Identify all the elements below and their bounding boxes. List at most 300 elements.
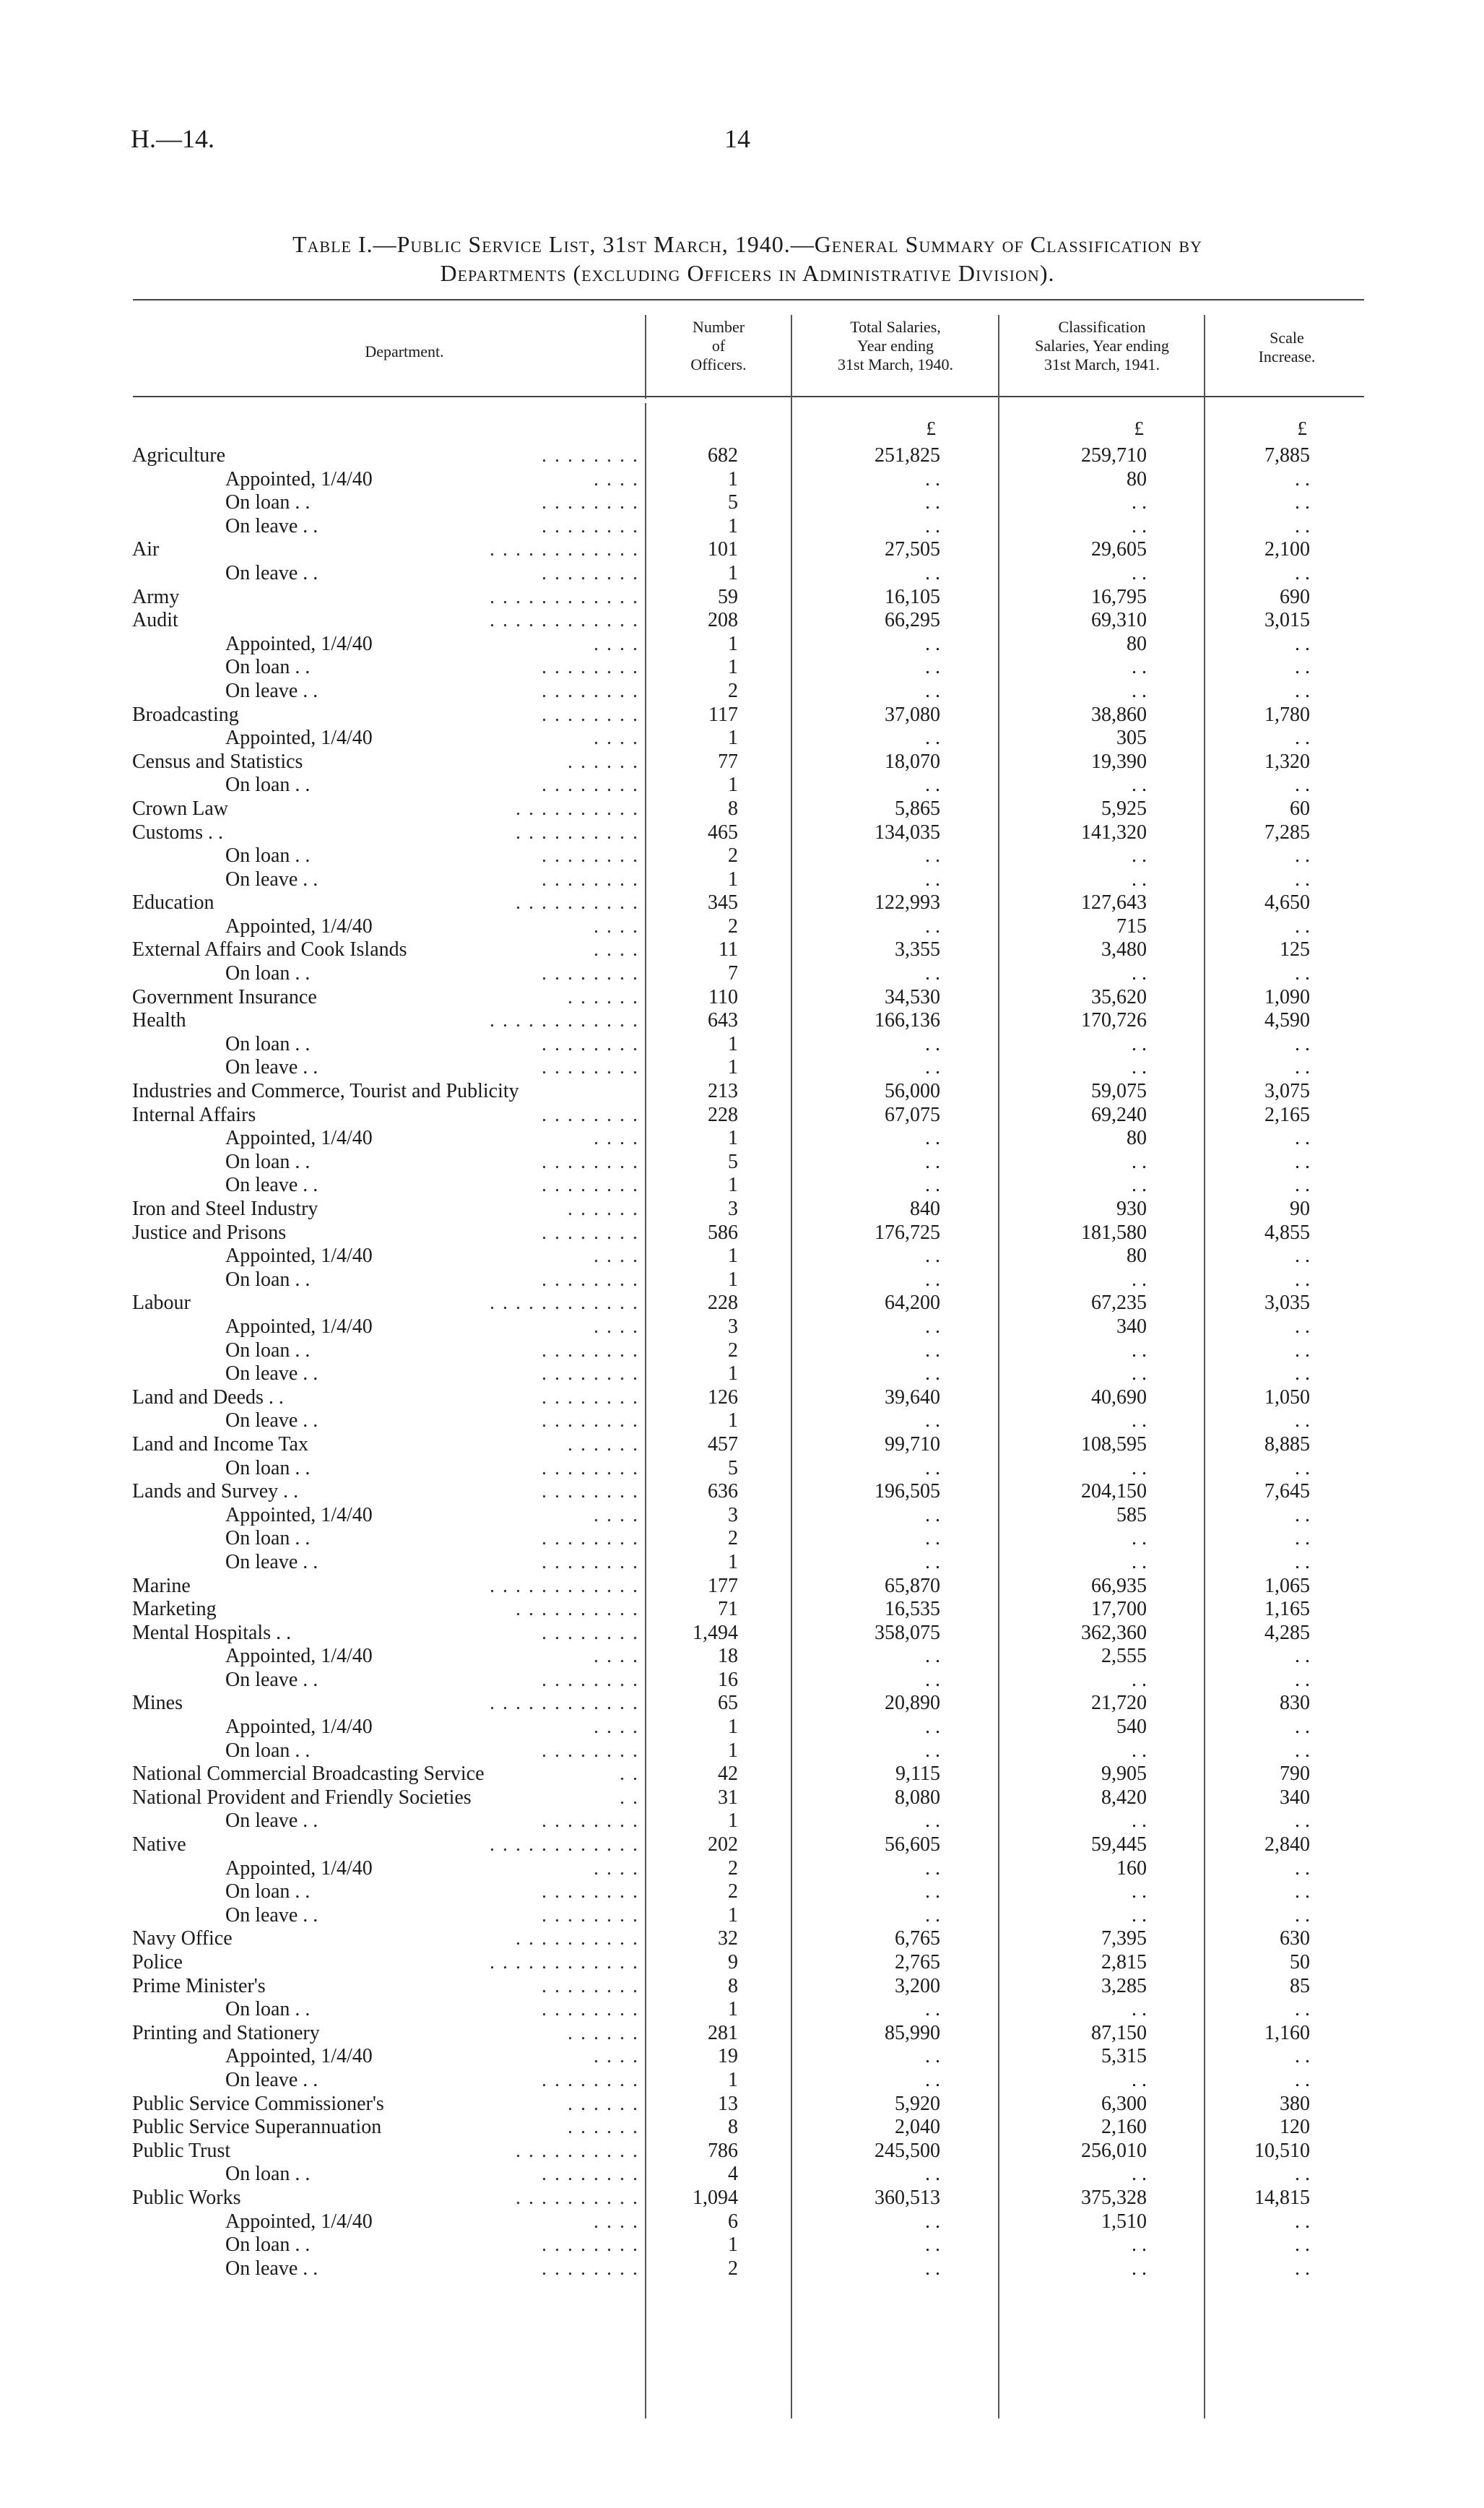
total-salaries-cell: . . — [925, 868, 940, 891]
table-row — [0, 727, 1484, 751]
total-salaries-cell: 56,605 — [885, 1833, 940, 1856]
total-salaries-cell: . . — [925, 2257, 940, 2280]
total-salaries-cell: . . — [925, 1362, 940, 1385]
classification-salaries-cell: 8,420 — [1101, 1786, 1147, 1809]
officers-cell: 110 — [708, 985, 738, 1008]
table-row — [0, 1268, 1484, 1292]
leader-dots: . . . . — [594, 938, 639, 961]
department-cell: On loan . . — [225, 1998, 311, 2021]
scale-increase-cell: . . — [1295, 2257, 1310, 2280]
officers-cell: 457 — [708, 1432, 738, 1456]
officers-cell: 1 — [728, 868, 738, 891]
table-row — [0, 656, 1484, 680]
officers-cell: 2 — [728, 844, 738, 868]
table-row — [0, 797, 1484, 821]
scale-increase-cell: . . — [1295, 2045, 1310, 2068]
scale-increase-cell: . . — [1295, 1809, 1310, 1833]
total-salaries-cell: . . — [925, 2163, 940, 2186]
leader-dots: . . . . . . . . . . . . — [490, 585, 639, 608]
table-row — [0, 1622, 1484, 1646]
total-salaries-cell: . . — [925, 1245, 940, 1268]
total-salaries-cell: . . — [925, 1268, 940, 1291]
scale-increase-cell: . . — [1295, 844, 1310, 868]
total-salaries-cell: 6,765 — [895, 1927, 940, 1950]
department-cell: On loan . . — [225, 774, 311, 797]
total-salaries-cell: 27,505 — [885, 538, 940, 561]
scale-increase-cell: . . — [1295, 1056, 1310, 1079]
leader-dots: . . . . . . . . — [542, 2068, 639, 2091]
table-row — [0, 1951, 1484, 1975]
total-salaries-cell: 34,530 — [885, 985, 940, 1008]
classification-salaries-cell: . . — [1132, 844, 1147, 868]
classification-salaries-cell: 80 — [1127, 467, 1147, 490]
leader-dots: . . — [620, 1786, 639, 1809]
classification-salaries-cell: . . — [1132, 656, 1147, 679]
table-row — [0, 915, 1484, 939]
leader-dots: . . . . . . . . — [542, 1339, 639, 1362]
classification-salaries-cell: 160 — [1116, 1856, 1147, 1880]
classification-salaries-cell: . . — [1132, 868, 1147, 891]
department-cell: On leave . . — [225, 2257, 318, 2280]
officers-cell: 71 — [718, 1598, 738, 1621]
leader-dots: . . . . . . . . — [542, 679, 639, 702]
department-cell: On leave . . — [225, 1362, 318, 1385]
department-cell: Labour — [132, 1292, 191, 1315]
total-salaries-cell: 360,513 — [875, 2186, 940, 2209]
classification-salaries-cell: . . — [1132, 1998, 1147, 2021]
scale-increase-cell: . . — [1295, 1856, 1310, 1880]
leader-dots: . . . . . . — [568, 985, 639, 1008]
scale-increase-cell: . . — [1295, 632, 1310, 655]
table-header-rule — [133, 396, 1364, 397]
table-row — [0, 680, 1484, 704]
officers-cell: 643 — [708, 1009, 738, 1032]
total-salaries-cell: 2,765 — [895, 1951, 940, 1973]
classification-salaries-cell: 141,320 — [1081, 821, 1147, 844]
scale-increase-cell: . . — [1295, 491, 1310, 514]
department-cell: On leave . . — [225, 1809, 318, 1833]
total-salaries-cell: . . — [925, 679, 940, 702]
currency-symbol: £ — [926, 418, 936, 439]
scale-increase-cell: . . — [1295, 1409, 1310, 1432]
table-row — [0, 1080, 1484, 1104]
leader-dots: . . . . . . . . — [542, 1621, 639, 1644]
leader-dots: . . . . . . . . — [542, 1385, 639, 1409]
officers-cell: 1 — [728, 1409, 738, 1432]
scale-increase-cell: . . — [1295, 727, 1310, 750]
scale-increase-cell: . . — [1295, 2163, 1310, 2186]
classification-salaries-cell: 540 — [1116, 1716, 1147, 1739]
total-salaries-cell: . . — [925, 467, 940, 490]
table-row — [0, 1975, 1484, 1999]
total-salaries-cell: . . — [925, 632, 940, 655]
leader-dots: . . . . . . . . — [542, 1032, 639, 1055]
classification-salaries-cell: 256,010 — [1081, 2139, 1147, 2162]
classification-salaries-cell: 305 — [1116, 727, 1147, 750]
table-row — [0, 1315, 1484, 1339]
classification-salaries-cell: 204,150 — [1081, 1480, 1147, 1503]
department-cell: Industries and Commerce, Tourist and Publicity — [132, 1080, 519, 1103]
leader-dots: . . . . . . . . — [542, 962, 639, 985]
officers-cell: 8 — [728, 1974, 738, 1997]
scale-increase-cell: 830 — [1280, 1692, 1310, 1715]
total-salaries-cell: . . — [925, 1150, 940, 1173]
scale-increase-cell: 1,050 — [1264, 1385, 1310, 1409]
table-row — [0, 1362, 1484, 1386]
total-salaries-cell: 122,993 — [875, 891, 940, 914]
leader-dots: . . . . . . — [568, 750, 639, 773]
scale-increase-cell: 2,840 — [1264, 1833, 1310, 1856]
total-salaries-cell: . . — [925, 1527, 940, 1550]
table-row — [0, 1386, 1484, 1410]
total-salaries-cell: 5,865 — [895, 797, 940, 820]
total-salaries-cell: 245,500 — [875, 2139, 940, 2162]
scale-increase-cell: . . — [1295, 1645, 1310, 1668]
officers-cell: 213 — [708, 1080, 738, 1103]
table-row — [0, 538, 1484, 562]
classification-salaries-cell: . . — [1132, 491, 1147, 514]
officers-cell: 1 — [728, 2234, 738, 2257]
scale-increase-cell: 2,100 — [1264, 538, 1310, 561]
classification-salaries-cell: . . — [1132, 1456, 1147, 1479]
table-row — [0, 1716, 1484, 1739]
classification-salaries-cell: . . — [1132, 1362, 1147, 1385]
officers-cell: 465 — [708, 821, 738, 844]
classification-salaries-cell: 930 — [1116, 1198, 1147, 1220]
scale-increase-cell: 120 — [1280, 2116, 1310, 2139]
officers-cell: 281 — [708, 2021, 738, 2044]
department-cell: Broadcasting — [132, 703, 239, 726]
leader-dots: . . . . . . . . — [542, 844, 639, 868]
table-row — [0, 1904, 1484, 1928]
scale-increase-cell: 1,165 — [1264, 1598, 1310, 1621]
classification-salaries-cell: . . — [1132, 2257, 1147, 2280]
table-row — [0, 1575, 1484, 1599]
table-row — [0, 1857, 1484, 1881]
department-cell: Appointed, 1/4/40 — [225, 2045, 373, 2068]
classification-salaries-cell: 69,310 — [1091, 609, 1147, 632]
officers-cell: 117 — [708, 703, 738, 726]
total-salaries-cell: 840 — [910, 1198, 940, 1220]
scale-increase-cell: 4,650 — [1264, 891, 1310, 914]
classification-salaries-cell: . . — [1132, 1032, 1147, 1055]
department-cell: Health — [132, 1009, 186, 1032]
department-cell: Appointed, 1/4/40 — [225, 467, 373, 490]
leader-dots: . . . . . . . . — [542, 1527, 639, 1550]
column-header-number: Number of Officers. — [690, 318, 747, 373]
total-salaries-cell: . . — [925, 656, 940, 679]
classification-salaries-cell: . . — [1132, 1668, 1147, 1691]
department-cell: Government Insurance — [132, 985, 317, 1008]
classification-salaries-cell: 5,315 — [1101, 2045, 1147, 2068]
classification-salaries-cell: 17,700 — [1091, 1598, 1147, 1621]
leader-dots: . . . . — [594, 2210, 639, 2233]
classification-salaries-cell: 127,643 — [1081, 891, 1147, 914]
total-salaries-cell: 358,075 — [875, 1621, 940, 1644]
scale-increase-cell: . . — [1295, 1527, 1310, 1550]
table-row — [0, 2022, 1484, 2046]
department-cell: Crown Law — [132, 797, 228, 820]
department-cell: Appointed, 1/4/40 — [225, 2210, 373, 2233]
scale-increase-cell: 14,815 — [1254, 2186, 1310, 2209]
leader-dots: . . . . . . . . — [542, 1456, 639, 1479]
total-salaries-cell: . . — [925, 962, 940, 985]
department-cell: Land and Deeds . . — [132, 1385, 284, 1409]
total-salaries-cell: . . — [925, 2234, 940, 2257]
table-row — [0, 2093, 1484, 2116]
officers-cell: 208 — [708, 609, 738, 632]
scale-increase-cell: . . — [1295, 1268, 1310, 1291]
classification-salaries-cell: 35,620 — [1091, 985, 1147, 1008]
total-salaries-cell: 16,535 — [885, 1598, 940, 1621]
leader-dots: . . . . — [594, 1315, 639, 1338]
classification-salaries-cell: . . — [1132, 1903, 1147, 1927]
leader-dots: . . . . . . . . — [542, 656, 639, 679]
officers-cell: 126 — [708, 1385, 738, 1409]
table-row — [0, 1480, 1484, 1504]
classification-salaries-cell: 19,390 — [1091, 750, 1147, 773]
officers-cell: 586 — [708, 1221, 738, 1244]
scale-increase-cell: . . — [1295, 1716, 1310, 1739]
department-cell: Internal Affairs — [132, 1103, 256, 1126]
total-salaries-cell: . . — [925, 1903, 940, 1927]
classification-salaries-cell: . . — [1132, 514, 1147, 537]
total-salaries-cell: 56,000 — [885, 1080, 940, 1103]
total-salaries-cell: 85,990 — [885, 2021, 940, 2044]
department-cell: Printing and Stationery — [132, 2021, 320, 2044]
department-cell: Native — [132, 1833, 186, 1856]
department-cell: Census and Statistics — [132, 750, 303, 773]
classification-salaries-cell: . . — [1132, 1409, 1147, 1432]
leader-dots: . . . . . . — [568, 2092, 639, 2115]
leader-dots: . . — [620, 1763, 639, 1786]
total-salaries-cell: 99,710 — [885, 1432, 940, 1456]
department-cell: Marketing — [132, 1598, 217, 1621]
department-cell: On leave . . — [225, 1409, 318, 1432]
classification-salaries-cell: 1,510 — [1101, 2210, 1147, 2233]
total-salaries-cell: 196,505 — [875, 1480, 940, 1503]
table-row — [0, 2045, 1484, 2069]
report-reference: H.—14. — [131, 124, 214, 153]
department-cell: Appointed, 1/4/40 — [225, 1856, 373, 1880]
table-row — [0, 562, 1484, 586]
classification-salaries-cell: 2,555 — [1101, 1645, 1147, 1668]
scale-increase-cell: . . — [1295, 1362, 1310, 1385]
officers-cell: 1 — [728, 1716, 738, 1739]
officers-cell: 1 — [728, 1809, 738, 1833]
table-top-rule — [133, 299, 1364, 300]
table-row — [0, 1692, 1484, 1716]
officers-cell: 1 — [728, 1550, 738, 1573]
officers-cell: 11 — [719, 938, 738, 961]
scale-increase-cell: 340 — [1280, 1786, 1310, 1809]
total-salaries-cell: . . — [925, 1032, 940, 1055]
classification-salaries-cell: . . — [1132, 1056, 1147, 1079]
total-salaries-cell: . . — [925, 2210, 940, 2233]
department-cell: National Commercial Broadcasting Service — [132, 1763, 485, 1786]
officers-cell: 77 — [718, 750, 738, 773]
scale-increase-cell: . . — [1295, 514, 1310, 537]
table-row — [0, 586, 1484, 610]
total-salaries-cell: . . — [925, 1315, 940, 1338]
currency-symbol: £ — [1297, 418, 1307, 439]
officers-cell: 2 — [728, 1527, 738, 1550]
officers-cell: 1 — [728, 1362, 738, 1385]
classification-salaries-cell: 80 — [1127, 1245, 1147, 1268]
leader-dots: . . . . — [594, 632, 639, 655]
scale-increase-cell: . . — [1295, 1315, 1310, 1338]
leader-dots: . . . . . . . . . . . . — [490, 1574, 639, 1597]
classification-salaries-cell: 715 — [1116, 914, 1147, 938]
leader-dots: . . . . . . . . . . — [516, 2139, 639, 2162]
classification-salaries-cell: 585 — [1116, 1503, 1147, 1526]
table-row — [0, 1104, 1484, 1128]
officers-cell: 6 — [728, 2210, 738, 2233]
table-row — [0, 1433, 1484, 1457]
total-salaries-cell: . . — [925, 1998, 940, 2021]
table-row — [0, 1009, 1484, 1033]
department-cell: Customs . . — [132, 821, 224, 844]
officers-cell: 1 — [728, 467, 738, 490]
department-cell: Public Service Superannuation — [132, 2116, 382, 2139]
total-salaries-cell: 67,075 — [885, 1103, 940, 1126]
department-cell: Public Works — [132, 2186, 241, 2209]
classification-salaries-cell: . . — [1132, 679, 1147, 702]
officers-cell: 1 — [728, 1056, 738, 1079]
leader-dots: . . . . — [594, 1716, 639, 1739]
officers-cell: 7 — [728, 962, 738, 985]
classification-salaries-cell: . . — [1132, 1880, 1147, 1903]
officers-cell: 1 — [728, 1998, 738, 2021]
leader-dots: . . . . . . — [568, 1432, 639, 1456]
classification-salaries-cell: 67,235 — [1091, 1292, 1147, 1315]
officers-cell: 16 — [718, 1668, 738, 1691]
total-salaries-cell: . . — [925, 1339, 940, 1362]
leader-dots: . . . . . . . . — [542, 1550, 639, 1573]
classification-salaries-cell: . . — [1132, 1150, 1147, 1173]
column-header-scale-increase: Scale Increase. — [1258, 329, 1316, 366]
leader-dots: . . . . . . . . . . . . — [490, 1009, 639, 1032]
officers-cell: 5 — [728, 1150, 738, 1173]
leader-dots: . . . . . . . . — [542, 774, 639, 797]
scale-increase-cell: . . — [1295, 1339, 1310, 1362]
leader-dots: . . . . . . . . . . . . — [490, 609, 639, 632]
total-salaries-cell: . . — [925, 1503, 940, 1526]
department-cell: On loan . . — [225, 1150, 311, 1173]
scale-increase-cell: . . — [1295, 1998, 1310, 2021]
officers-cell: 636 — [708, 1480, 738, 1503]
department-cell: On loan . . — [225, 962, 311, 985]
department-cell: On loan . . — [225, 1268, 311, 1291]
department-cell: On loan . . — [225, 491, 311, 514]
leader-dots: . . . . . . . . — [542, 2234, 639, 2257]
total-salaries-cell: . . — [925, 1645, 940, 1668]
department-cell: Education — [132, 891, 214, 914]
officers-cell: 19 — [718, 2045, 738, 2068]
classification-salaries-cell: 38,860 — [1091, 703, 1147, 726]
table-row — [0, 962, 1484, 986]
department-cell: Appointed, 1/4/40 — [225, 632, 373, 655]
officers-cell: 1 — [728, 1268, 738, 1291]
classification-salaries-cell: . . — [1132, 1739, 1147, 1762]
scale-increase-cell: . . — [1295, 2068, 1310, 2091]
column-header-total-salaries: Total Salaries, Year ending 31st March, 1940. — [837, 318, 954, 373]
table-row — [0, 2163, 1484, 2187]
officers-cell: 1 — [728, 2068, 738, 2091]
officers-cell: 1 — [728, 727, 738, 750]
table-row — [0, 1056, 1484, 1080]
department-cell: Marine — [132, 1574, 191, 1597]
department-cell: Audit — [132, 609, 178, 632]
officers-cell: 8 — [728, 2116, 738, 2139]
officers-cell: 31 — [718, 1786, 738, 1809]
table-row — [0, 1457, 1484, 1481]
classification-salaries-cell: 362,360 — [1081, 1621, 1147, 1644]
scale-increase-cell: . . — [1295, 656, 1310, 679]
leader-dots: . . . . . . . . . . . . — [490, 1692, 639, 1715]
table-row — [0, 1763, 1484, 1786]
scale-increase-cell: . . — [1295, 1503, 1310, 1526]
classification-salaries-cell: 5,925 — [1101, 797, 1147, 820]
table-row — [0, 821, 1484, 845]
leader-dots: . . . . . . . . — [542, 1174, 639, 1197]
officers-cell: 1 — [728, 514, 738, 537]
table-row — [0, 515, 1484, 539]
total-salaries-cell: . . — [925, 914, 940, 938]
scale-increase-cell: . . — [1295, 1903, 1310, 1927]
table-row — [0, 1292, 1484, 1315]
scale-increase-cell: . . — [1295, 1150, 1310, 1173]
department-cell: On loan . . — [225, 1527, 311, 1550]
department-cell: On leave . . — [225, 514, 318, 537]
department-cell: On loan . . — [225, 2163, 311, 2186]
table-row — [0, 1809, 1484, 1833]
table-row — [0, 444, 1484, 468]
total-salaries-cell: 37,080 — [885, 703, 940, 726]
total-salaries-cell: 3,200 — [895, 1974, 940, 1997]
officers-cell: 13 — [718, 2092, 738, 2115]
classification-salaries-cell: . . — [1132, 561, 1147, 584]
leader-dots: . . . . — [594, 467, 639, 490]
officers-cell: 228 — [708, 1292, 738, 1315]
classification-salaries-cell: 21,720 — [1091, 1692, 1147, 1715]
leader-dots: . . . . . . . . . . — [516, 821, 639, 844]
leader-dots: . . . . . . . . — [542, 868, 639, 891]
classification-salaries-cell: 59,445 — [1091, 1833, 1147, 1856]
table-row — [0, 1033, 1484, 1057]
total-salaries-cell: . . — [925, 561, 940, 584]
officers-cell: 1 — [728, 1739, 738, 1762]
scale-increase-cell: 1,320 — [1264, 750, 1310, 773]
department-cell: On leave . . — [225, 1668, 318, 1691]
scale-increase-cell: . . — [1295, 1032, 1310, 1055]
leader-dots: . . . . . . . . . . — [516, 1927, 639, 1950]
table-row — [0, 2140, 1484, 2163]
officers-cell: 32 — [718, 1927, 738, 1950]
page-number: 14 — [724, 124, 750, 153]
classification-salaries-cell: 2,815 — [1101, 1951, 1147, 1973]
classification-salaries-cell: 9,905 — [1101, 1763, 1147, 1786]
leader-dots: . . . . — [594, 1245, 639, 1268]
department-cell: Mines — [132, 1692, 183, 1715]
department-cell: On leave . . — [225, 561, 318, 584]
leader-dots: . . . . — [594, 1127, 639, 1150]
department-cell: Army — [132, 585, 180, 608]
officers-cell: 1 — [728, 774, 738, 797]
classification-salaries-cell: 87,150 — [1091, 2021, 1147, 2044]
department-cell: Lands and Survey . . — [132, 1480, 299, 1503]
officers-cell: 4 — [728, 2163, 738, 2186]
